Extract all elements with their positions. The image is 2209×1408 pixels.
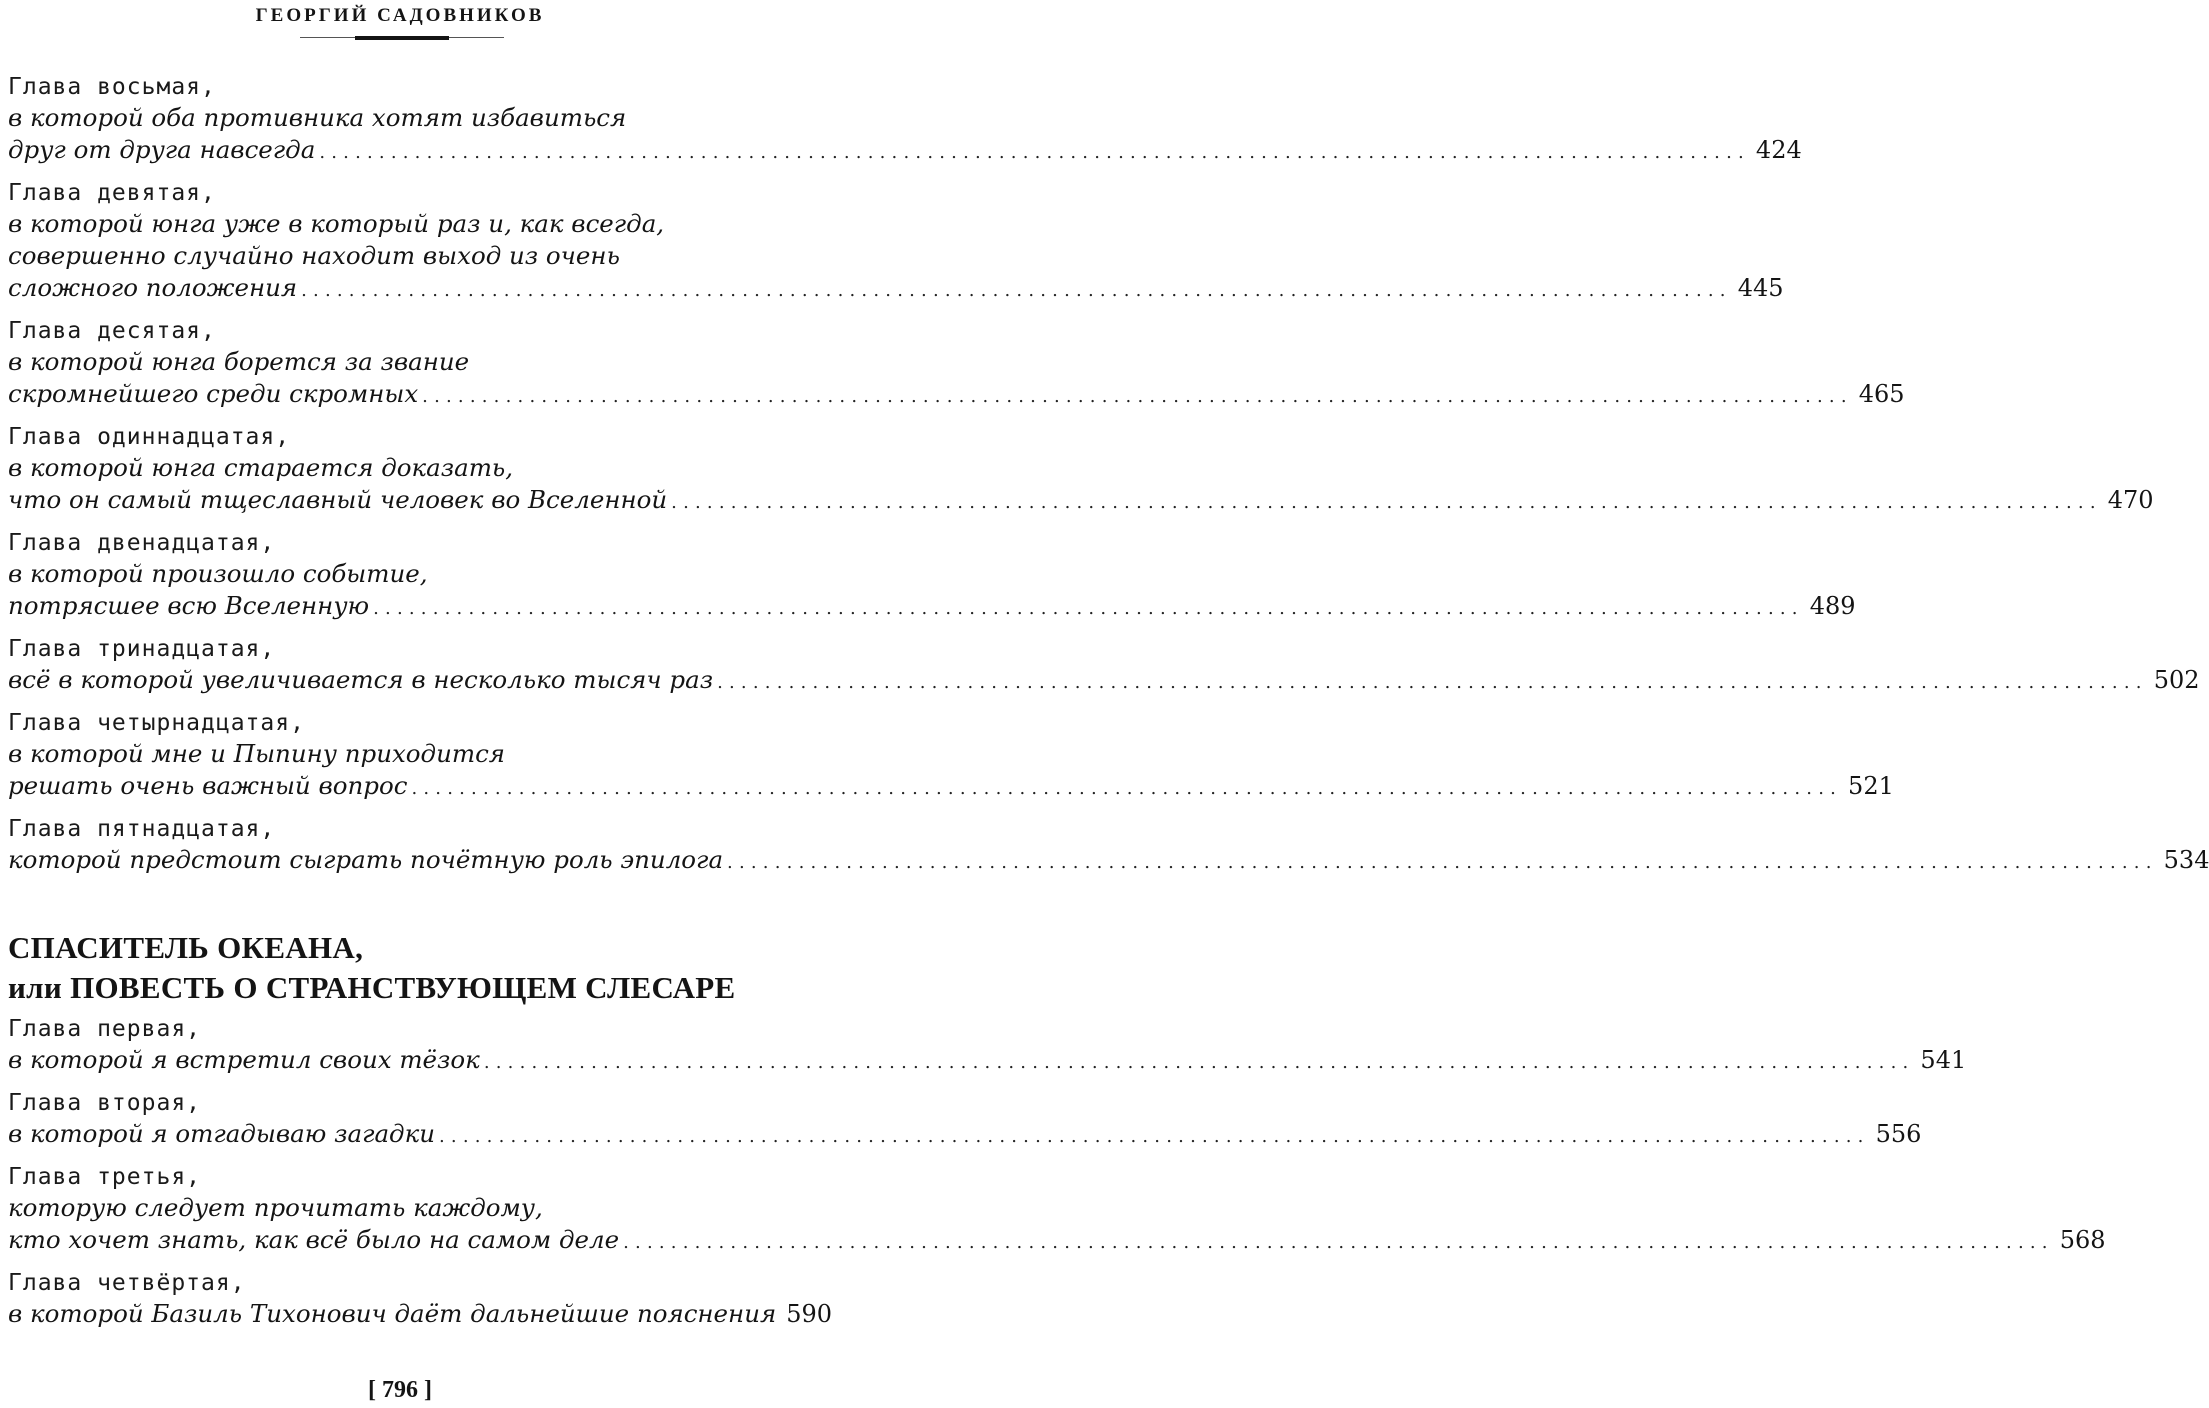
chapter-description-last-line [8,484,2154,516]
toc-entry [8,420,2154,516]
dot-leader: ........................................................................................................................ [411,778,1843,799]
chapter-label: Глава пятнадцатая, [8,816,276,842]
chapter-page-number: 541 [1920,1046,1967,1074]
chapter-page-number: 502 [2153,666,2200,694]
chapter-page-number: 424 [1755,136,1802,164]
chapter-description-last-line [8,134,1802,166]
chapter-description-last-line [8,272,1784,304]
chapter-label: Глава двенадцатая, [8,530,276,556]
chapter-label: Глава тринадцатая, [8,636,276,662]
dot-leader: ........................................................................................................................ [671,492,2102,513]
chapter-description-text: сложного положения [8,273,298,302]
chapter-description-text: в которой я отгадываю загадки [8,1119,435,1148]
chapter-description-last-line [8,664,2200,696]
dot-leader: ........................................................................................................................ [373,598,1804,619]
chapter-description-text: друг от друга навсегда [8,135,316,164]
toc-entry [8,812,2209,876]
chapter-description-line [8,102,796,134]
chapter-description-last-line [8,1118,1922,1150]
toc-entry [8,176,1784,304]
chapter-description-last-line [8,590,1856,622]
toc-entry-line [8,1012,796,1044]
dot-leader: ........................................................................................................................ [727,852,2158,873]
header-rule-accent [355,36,449,40]
chapter-page-number: 556 [1875,1120,1922,1148]
chapter-description-text: в которой оба противника хотят избавиться [8,103,627,132]
section-title-line-2 [8,968,796,1008]
dot-leader: ........................................................................................................................ [439,1126,1870,1147]
chapter-description-text: в которой юнга борется за звание [8,347,470,376]
section-title-prefix: или [8,970,63,1005]
chapter-label: Глава восьмая, [8,74,216,100]
chapter-description-last-line [8,1044,1967,1076]
toc-entry-line [8,314,796,346]
chapter-label: Глава третья, [8,1164,202,1190]
chapter-description-text: кто хочет знать, как всё было на самом деле [8,1225,620,1254]
section-title-main: ПОВЕСТЬ О СТРАНСТВУЮЩЕМ СЛЕСАРЕ [70,970,736,1005]
chapter-description-last-line [8,770,1894,802]
chapter-page-number: 445 [1737,274,1784,302]
toc-entry-line [8,420,796,452]
chapter-page-number: 470 [2107,486,2154,514]
toc-entry [8,706,1894,802]
running-head-author: ГЕОРГИЙ САДОВНИКОВ [255,5,545,26]
toc-entry [8,1160,2106,1256]
toc-entry [8,526,1856,622]
dot-leader: ........................................................................................................................ [319,142,1750,163]
chapter-description-text: совершенно случайно находит выход из очень [8,241,620,270]
chapter-description-last-line [8,844,2209,876]
toc-entry-line [8,1160,796,1192]
dot-leader: ........................................................................................................................ [483,1052,1915,1073]
chapter-page-number: 489 [1809,592,1856,620]
chapter-description-text: в которой юнга старается доказать, [8,453,514,482]
chapter-page-number: 534 [2163,846,2209,874]
chapter-label: Глава десятая, [8,318,216,344]
toc-entry [8,1012,1967,1076]
chapter-page-number: 568 [2059,1226,2106,1254]
toc-entry-line [8,526,796,558]
chapter-description-line [8,452,796,484]
toc-entry-line [8,176,796,208]
chapter-description-text: в которой я встретил своих тёзок [8,1045,480,1074]
chapter-description-line [8,738,796,770]
toc-entry-line [8,632,796,664]
section-title-line-1: СПАСИТЕЛЬ ОКЕАНА, [8,930,364,965]
chapter-description-text: всё в которой увеличивается в несколько тысяч раз [8,665,714,694]
toc-entry-line [8,1086,796,1118]
chapter-description-text: скромнейшего среди скромных [8,379,419,408]
chapter-description-text: которой предстоит сыграть почётную роль эпилога [8,845,724,874]
toc-entry [8,1266,833,1330]
chapter-description-last-line [8,1298,833,1330]
chapter-label: Глава четвёртая, [8,1270,246,1296]
chapter-label: Глава вторая, [8,1090,202,1116]
page-number: [ 796 ] [368,1377,432,1403]
chapter-description-last-line [8,378,1905,410]
chapter-description-line [8,1192,796,1224]
chapter-description-text: потрясшее всю Вселенную [8,591,370,620]
dot-leader: ........................................................................................................................ [422,386,1853,407]
chapter-description-text: в которой Базиль Тихонович даёт дальнейшие пояснения [8,1299,777,1328]
toc-entry-line [8,812,796,844]
toc-entry-line [8,1266,796,1298]
toc-entry-line [8,706,796,738]
chapter-description-line [8,240,796,272]
dot-leader: ........................................................................................................................ [717,672,2148,693]
toc-entry [8,314,1905,410]
chapter-label: Глава одиннадцатая, [8,424,291,450]
chapter-page-number: 465 [1858,380,1905,408]
chapter-description-last-line [8,1224,2106,1256]
chapter-description-line [8,346,796,378]
toc-entry [8,632,2200,696]
chapter-description-text: которую следует прочитать каждому, [8,1193,543,1222]
section-title [8,928,796,1008]
chapter-page-number: 590 [786,1300,833,1328]
dot-leader: ........................................................................................................................ [623,1232,2054,1253]
chapter-description-text: в которой мне и Пыпину приходится [8,739,506,768]
chapter-page-number: 521 [1848,772,1894,800]
chapter-label: Глава четырнадцатая, [8,710,305,736]
toc-entry-line [8,70,796,102]
toc-list-part-1 [8,70,2209,886]
chapter-description-line [8,208,796,240]
chapter-label: Глава девятая, [8,180,216,206]
toc-entry [8,1086,1922,1150]
dot-leader: ........................................................................................................................ [301,280,1732,301]
chapter-description-line [8,558,796,590]
toc-list-part-2 [8,1012,2106,1340]
chapter-description-text: что он самый тщеславный человек во Вселенной [8,485,668,514]
chapter-description-text: в которой юнга уже в который раз и, как всегда, [8,209,665,238]
chapter-description-text: в которой произошло событие, [8,559,428,588]
chapter-label: Глава первая, [8,1016,202,1042]
chapter-description-text: решать очень важный вопрос [8,771,408,800]
toc-entry [8,70,1802,166]
